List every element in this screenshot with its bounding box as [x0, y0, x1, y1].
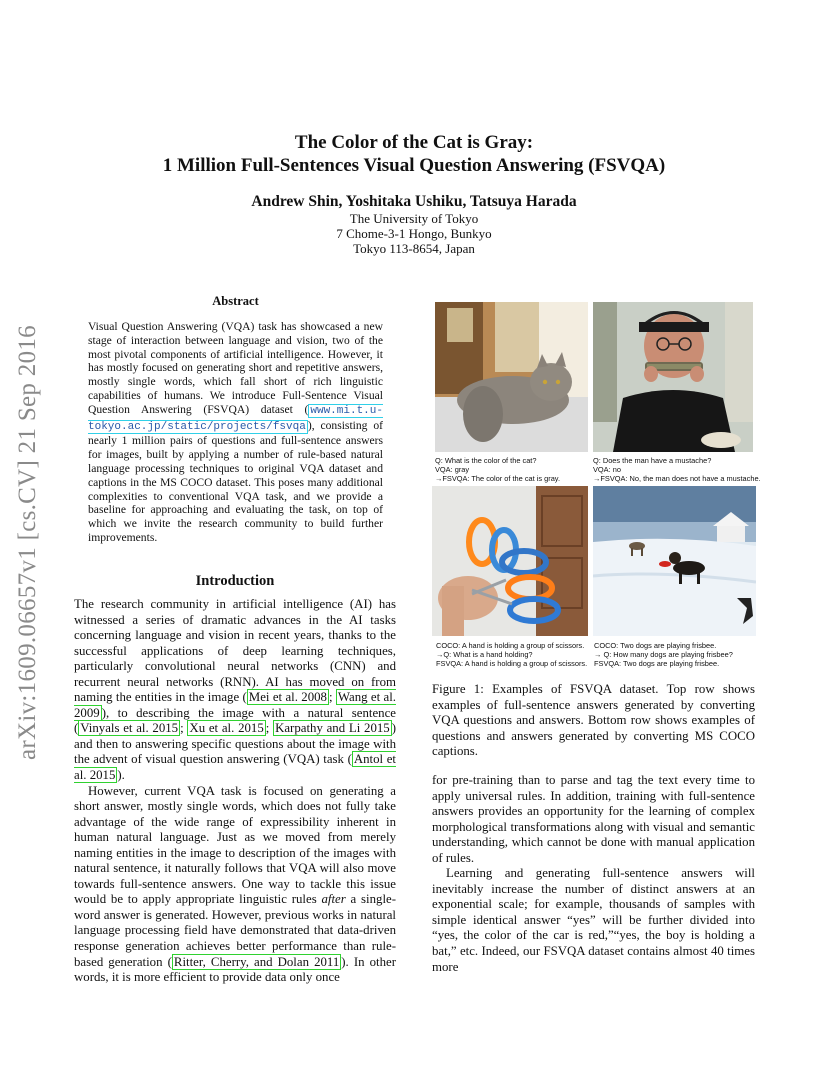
citation-antol-2015[interactable]: Antol et al. 2015: [74, 752, 396, 783]
figure-caption-cat: [435, 456, 560, 484]
paper-authors: Andrew Shin, Yoshitaka Ushiku, Tatsuya Harada: [251, 193, 577, 210]
affiliation-line-3: Tokyo 113-8654, Japan: [353, 241, 475, 256]
figure-image-scissors: [432, 486, 588, 636]
right-column-body: [432, 773, 755, 975]
intro-p2-text-c: ). In other words, it is more efficient to provide data only once: [74, 954, 396, 985]
dogs-caption-fsvqa: FSVQA: Two dogs are playing frisbee.: [594, 659, 720, 669]
abstract-text-part-1: Visual Question Answering (VQA) task has showcased a new stage of interaction between language and vision, two of the most pivotal components of artificial intelligence. However, it has mostly focused on generating short and repetitive answers, mostly single words, which fall short of rich linguistic capabilities of humans. We introduce Full-Sentence Visual Question Answering (FSVQA) dataset (: [88, 320, 383, 416]
paper-title-line-2: 1 Million Full-Sentences Visual Question Answering (FSVQA): [162, 155, 666, 176]
introduction-heading: Introduction: [195, 573, 275, 589]
abstract-heading: Abstract: [212, 294, 259, 308]
scissors-caption-question: →Q: What is a hand holding?: [436, 650, 533, 660]
affiliation-line-2: 7 Chome-3-1 Hongo, Bunkyo: [336, 226, 492, 241]
right-column-paragraph-1: for pre-training than to parse and tag the text every time to apply universal rules. In addition, training with full-sentence answers provides an opportunity for the learning of complex morphological transformations along with visual and semantic understanding, which cannot be done with manual application of rules.: [432, 773, 755, 865]
figure-image-cat: [435, 302, 588, 452]
dataset-url-link[interactable]: www.mi.t.u-tokyo.ac.jp/static/projects/fsvqa: [88, 404, 383, 433]
man-caption-question: Q: Does the man have a mustache?: [593, 456, 712, 465]
intro-p1-text-d: ).: [117, 768, 125, 783]
citation-vinyals-2015[interactable]: Vinyals et al. 2015: [80, 721, 179, 736]
scissors-caption-coco: COCO: A hand is holding a group of scissors.: [436, 641, 585, 650]
intro-p1-text-c: ) and then to answering specific questions about the image with the advent of visual question answering (VQA) task (: [74, 721, 396, 767]
scissors-caption-fsvqa: FSVQA: A hand is holding a group of scissors.: [436, 659, 588, 669]
intro-p1-text-b: ), to describing the image with a natural sentence (: [74, 705, 396, 736]
citation-xu-2015[interactable]: Xu et al. 2015: [189, 721, 264, 736]
man-caption-vqa: VQA: no: [593, 465, 621, 475]
figure-caption-dogs: [594, 641, 733, 669]
arxiv-identifier: arXiv:1609.06657v1 [cs.CV] 21 Sep 2016: [14, 325, 41, 760]
introduction-body: [74, 597, 396, 986]
figure-1-caption: Figure 1: Examples of FSVQA dataset. Top row shows examples of full-sentence answers generated by converting VQA questions and answers. Bottom row shows examples of questions and answers generated by converting MS COCO captions.: [432, 682, 755, 759]
introduction-paragraph-2: [74, 784, 396, 986]
citation-wang-2009[interactable]: Wang et al. 2009: [74, 690, 397, 720]
cat-caption-fsvqa: →FSVQA: The color of the cat is gray.: [435, 474, 561, 484]
citation-karpathy-2015[interactable]: Karpathy and Li 2015: [275, 721, 390, 736]
figure-image-dogs: [593, 486, 756, 636]
introduction-paragraph-1: The research community in artificial intelligence (AI) has witnessed a series of dramatic advances in the AI tasks concerning language and vision in recent years, thanks to the successful applications of deep learning techniques, particularly convolutional neural networks (CNN) and recurrent neural networks (RNN). AI has moved on from naming the entities in the image ( Mei et al. 2008 ; Wang et al. 2009 ), to describing the image with a natural sentence ( Vinyals et al. 2015 ; Xu et al. 2015 ; Karpathy and Li 2015 ) and then to answering specific questions about the image with the advent of visual question answering (VQA) task ( Antol et al. 2015 ).: [74, 597, 397, 783]
paper-title-line-1: The Color of the Cat is Gray:: [294, 132, 534, 153]
cat-caption-vqa: VQA: gray: [435, 465, 470, 475]
intro-p2-text-b: a single-word answer is generated. However, previous works in natural language processing field have demonstrated that data-driven response generation achieves better performance than rule-based generation (: [74, 892, 396, 969]
intro-p2-emphasis: after: [321, 892, 346, 907]
intro-p2-text-a: However, current VQA task is focused on generating a short answer, mostly single words, which does not fully take advantage of the wide range of expressibility inherent in human natural language. Just as we moved from merely naming entities in the image to description of the images with natural sentence, it naturally follows that VQA will also move towards full-sentence answers. One way to tackle this issue would be to apply appropriate linguistic rules: [74, 783, 396, 907]
citation-mei-2008[interactable]: Mei et al. 2008: [248, 690, 327, 705]
figure-1: [432, 302, 761, 669]
man-caption-fsvqa: →FSVQA: No, the man does not have a mustache.: [593, 474, 761, 484]
citation-ritter-2011[interactable]: Ritter, Cherry, and Dolan 2011: [173, 954, 340, 969]
figure-image-man: [593, 302, 753, 452]
abstract-text-part-2: ), consisting of nearly 1 million pairs of questions and full-sentence answers for images, built by applying a number of rule-based natural language processing techniques to original VQA dataset and captions in the MS COCO dataset. This poses many additional complexities to conventional VQA task, and we provide a baseline for approaching and evaluating the task, on top of which we invite the research community to build further improvements.: [88, 418, 383, 544]
cat-caption-question: Q: What is the color of the cat?: [435, 456, 537, 465]
affiliation-line-1: The University of Tokyo: [349, 211, 479, 226]
dogs-caption-question: → Q: How many dogs are playing frisbee?: [594, 650, 733, 660]
dogs-caption-coco: COCO: Two dogs are playing frisbee.: [594, 641, 717, 650]
figure-caption-scissors: [436, 641, 587, 669]
intro-p1-text-a: The research community in artificial intelligence (AI) has witnessed a series of dramatic advances in the AI tasks concerning language and vision in recent years, thanks to the successful applications of deep learning techniques, particularly convolutional neural networks (CNN) and recurrent neural networks (RNN). AI has moved on from naming the entities in the image (: [74, 597, 396, 705]
figure-caption-man: [593, 456, 761, 484]
right-column-paragraph-2: Learning and generating full-sentence answers will inevitably increase the number of distinct answers at an exponential scale; for example, thousands of samples with simple identical answer “yes” will be further divided into “yes, the color of the car is red,”“yes, the boy is holding a bat,” etc. Indeed, our FSVQA dataset contains almost 40 times more: [432, 866, 755, 974]
abstract-text: [88, 320, 383, 545]
